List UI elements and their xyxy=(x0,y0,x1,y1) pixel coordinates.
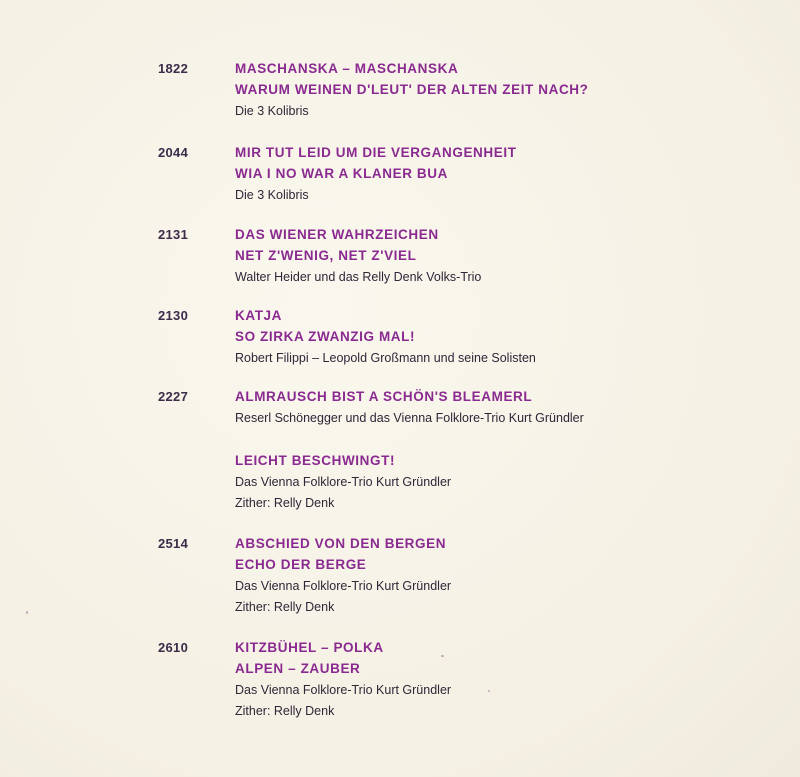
catalog-number: 2610 xyxy=(158,640,189,655)
catalog-number: 2044 xyxy=(158,145,189,160)
artist-credit: Das Vienna Folklore-Trio Kurt Gründler xyxy=(235,683,452,697)
catalog-number: 2227 xyxy=(158,389,189,404)
song-title: NET Z'WENIG, NET Z'VIEL xyxy=(235,248,417,263)
song-title: ECHO DER BERGE xyxy=(235,557,367,572)
song-title: ABSCHIED VON DEN BERGEN xyxy=(235,536,447,551)
artist-credit: Das Vienna Folklore-Trio Kurt Gründler xyxy=(235,579,452,593)
artist-credit: Robert Filippi – Leopold Großmann und seine Solisten xyxy=(235,351,536,365)
song-title: ALMRAUSCH BIST A SCHÖN'S BLEAMERL xyxy=(235,389,533,404)
track-lines xyxy=(235,640,775,724)
song-title: KITZBÜHEL – POLKA xyxy=(235,640,384,655)
song-title: WIA I NO WAR A KLANER BUA xyxy=(235,166,448,181)
song-title: ALPEN – ZAUBER xyxy=(235,661,361,676)
catalog-number: 2514 xyxy=(158,536,189,551)
song-title: LEICHT BESCHWINGT! xyxy=(235,453,396,468)
artist-credit: Zither: Relly Denk xyxy=(235,600,335,614)
paper-speck xyxy=(441,655,444,657)
artist-credit: Das Vienna Folklore-Trio Kurt Gründler xyxy=(235,475,452,489)
artist-credit: Zither: Relly Denk xyxy=(235,704,335,718)
artist-credit: Zither: Relly Denk xyxy=(235,496,335,510)
song-title: SO ZIRKA ZWANZIG MAL! xyxy=(235,329,416,344)
artist-credit: Walter Heider und das Relly Denk Volks-Trio xyxy=(235,270,482,284)
song-title: DAS WIENER WAHRZEICHEN xyxy=(235,227,439,242)
track-lines xyxy=(235,61,775,124)
song-title: MASCHANSKA – MASCHANSKA xyxy=(235,61,459,76)
track-lines xyxy=(235,453,775,516)
track-lines xyxy=(235,389,775,431)
song-title: KATJA xyxy=(235,308,283,323)
song-title: MIR TUT LEID UM DIE VERGANGENHEIT xyxy=(235,145,517,160)
track-lines xyxy=(235,145,775,208)
track-lines xyxy=(235,227,775,290)
catalog-number: 1822 xyxy=(158,61,189,76)
paper-speck xyxy=(488,690,490,692)
artist-credit: Reserl Schönegger und das Vienna Folklore-Trio Kurt Gründler xyxy=(235,411,584,425)
artist-credit: Die 3 Kolibris xyxy=(235,188,309,202)
artist-credit: Die 3 Kolibris xyxy=(235,104,309,118)
catalog-number: 2130 xyxy=(158,308,189,323)
track-lines xyxy=(235,536,775,620)
catalog-number: 2131 xyxy=(158,227,189,242)
song-title: WARUM WEINEN D'LEUT' DER ALTEN ZEIT NACH? xyxy=(235,82,589,97)
track-lines xyxy=(235,308,775,371)
paper-speck xyxy=(26,611,28,614)
